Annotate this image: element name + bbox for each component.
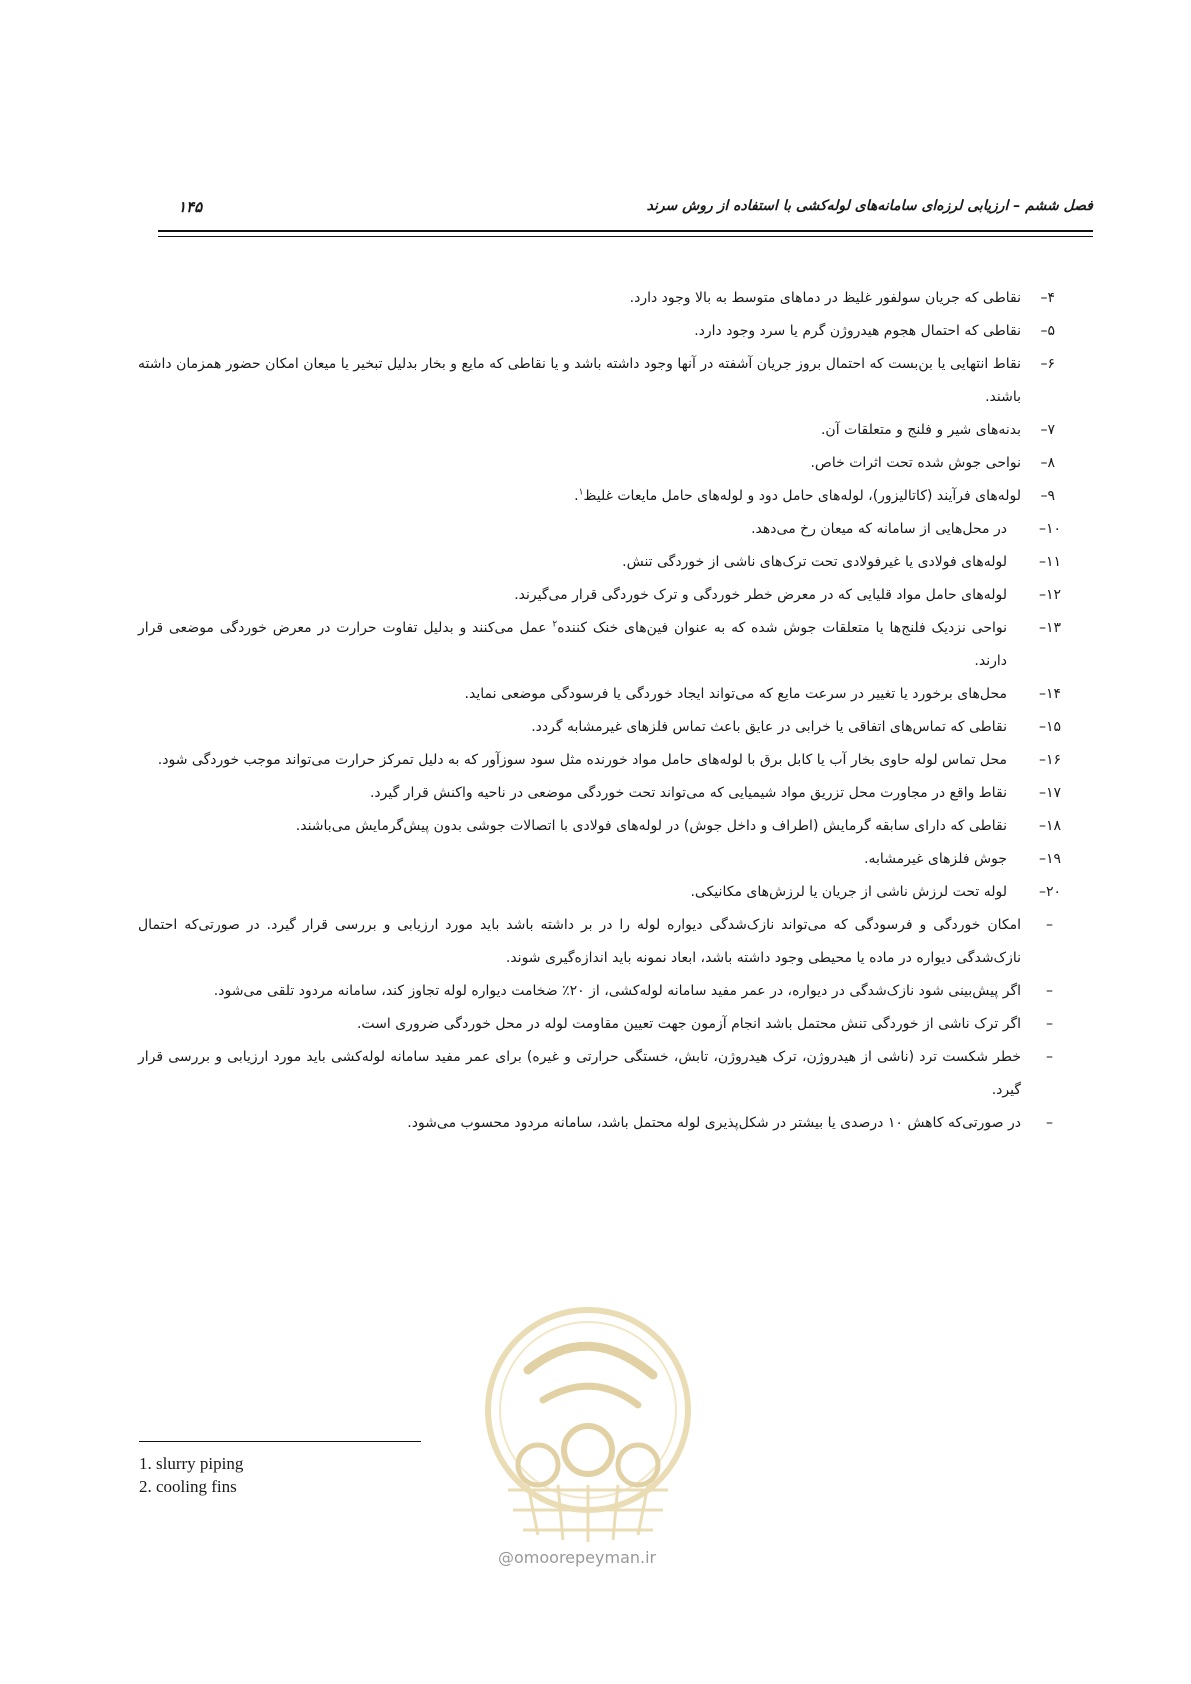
list-item <box>138 711 1061 744</box>
footnote-rule <box>139 1441 421 1442</box>
list-item <box>138 579 1061 612</box>
item-number: ۵– <box>1040 323 1055 339</box>
item-number: ۸– <box>1040 455 1055 471</box>
list-item <box>138 810 1061 843</box>
item-text: محل تماس لوله حاوی بخار آب یا کابل برق با لوله‌های حامل مواد خورنده مثل سود سوزآور که به دلیل تمرکز حرارت می‌تواند موجب خوردگی شود. <box>157 752 1007 768</box>
item-number: ۱۹– <box>1038 851 1061 867</box>
item-number: ۱۲– <box>1038 587 1061 603</box>
bullet-text: در صورتی‌که کاهش ۱۰ درصدی یا بیشتر در شکل‌پذیری لوله محتمل باشد، سامانه مردود محسوب می‌شود. <box>407 1115 1021 1131</box>
bullet-dash: – <box>1046 1115 1053 1131</box>
item-text: لوله‌های فولادی یا غیرفولادی تحت ترک‌های ناشی از خوردگی تنش. <box>622 554 1007 570</box>
item-text: نواحی جوش شده تحت اثرات خاص. <box>810 455 1021 471</box>
item-number: ۱۴– <box>1038 686 1061 702</box>
item-number: ۱۳– <box>1038 620 1061 636</box>
header-rule-thin <box>158 236 1093 237</box>
item-text: جوش فلزهای غیرمشابه. <box>864 851 1007 867</box>
list-item <box>138 447 1055 480</box>
item-number: ۱۱– <box>1038 554 1061 570</box>
item-number: ۱۰– <box>1038 521 1061 537</box>
list-item <box>138 843 1061 876</box>
item-number: ۱۵– <box>1038 719 1061 735</box>
list-item <box>138 480 1055 513</box>
item-number: ۷– <box>1040 422 1055 438</box>
item-text: نقاط واقع در مجاورت محل تزریق مواد شیمیایی که می‌تواند تحت خوردگی موضعی در ناحیه واکنش قرار گیرد. <box>369 785 1007 801</box>
item-text: لوله‌های حامل مواد قلیایی که در معرض خطر خوردگی و ترک خوردگی قرار می‌گیرند. <box>514 587 1007 603</box>
item-text: نقاطی که جریان سولفور غلیظ در دماهای متوسط به بالا وجود دارد. <box>629 290 1021 306</box>
item-text-tail: عمل می‌کنند و بدلیل تفاوت حرارت در معرض خوردگی موضعی قرار دارند. <box>138 620 1007 669</box>
list-item <box>138 348 1055 414</box>
bullet-text: خطر شکست ترد (ناشی از هیدروژن، ترک هیدروژن، تابش، خستگی حرارتی و غیره) برای عمر مفید سامانه لوله‌کشی باید مورد ارزیابی و بررسی قرار گیرد. <box>138 1049 1021 1098</box>
list-item <box>138 414 1055 447</box>
item-text: بدنه‌های شیر و فلنج و متعلقات آن. <box>820 422 1021 438</box>
watermark-url: @omoorepeyman.ir <box>498 1548 657 1567</box>
bullet-text: اگر پیش‌بینی شود نازک‌شدگی در دیواره، در عمر مفید سامانه لوله‌کشی، از ۲۰٪ ضخامت دیواره لوله تجاوز کند، سامانه مردود تلقی می‌شود. <box>213 983 1021 999</box>
chapter-title: فصل ششم – ارزیابی لرزه‌ای سامانه‌های لوله‌کشی با استفاده از روش سرند <box>646 198 1093 214</box>
bullet-item <box>138 1041 1055 1107</box>
watermark-logo <box>468 1300 708 1620</box>
item-text: لوله تحت لرزش ناشی از جریان یا لرزش‌های مکانیکی. <box>690 884 1007 900</box>
bullet-item <box>138 975 1055 1008</box>
item-number: ۱۸– <box>1038 818 1061 834</box>
bullet-dash: – <box>1046 917 1053 933</box>
item-number: ۴– <box>1040 290 1055 306</box>
item-number: ۹– <box>1040 488 1055 504</box>
footnotes <box>139 1452 243 1498</box>
list-item <box>138 546 1061 579</box>
list-item <box>138 678 1061 711</box>
list-item <box>138 282 1055 315</box>
page-number: ۱۴۵ <box>178 198 203 216</box>
item-text: نقاطی که احتمال هجوم هیدروژن گرم یا سرد وجود دارد. <box>694 323 1021 339</box>
item-number: ۱۶– <box>1038 752 1061 768</box>
bullet-item <box>138 1008 1055 1041</box>
bullet-text: اگر ترک ناشی از خوردگی تنش محتمل باشد انجام آزمون جهت تعیین مقاومت لوله در محل خوردگی ضروری است. <box>356 1016 1021 1032</box>
list-item <box>138 612 1061 678</box>
item-number: ۶– <box>1040 356 1055 372</box>
list-item <box>138 315 1055 348</box>
item-text-tail: . <box>574 488 579 504</box>
item-number: ۲۰– <box>1038 884 1061 900</box>
bullet-dash: – <box>1046 1049 1053 1065</box>
item-text: نقاطی که تماس‌های اتفاقی یا خرابی در عایق باعث تماس فلزهای غیرمشابه گردد. <box>531 719 1007 735</box>
bullet-item <box>138 1107 1055 1140</box>
footnote-ref: ۲ <box>552 619 558 630</box>
main-content <box>138 282 1061 1140</box>
bullet-item <box>138 909 1055 975</box>
footnote-item: 2. cooling fins <box>139 1477 237 1496</box>
list-item <box>138 744 1061 777</box>
list-item <box>138 876 1061 909</box>
header-rule-thick <box>158 230 1093 232</box>
item-text: لوله‌های فرآیند (کاتالیزور)، لوله‌های حامل دود و لوله‌های حامل مایعات غلیظ <box>583 488 1021 504</box>
page-header <box>158 192 1093 222</box>
item-number: ۱۷– <box>1038 785 1061 801</box>
item-text: محل‌های برخورد یا تغییر در سرعت مایع که می‌تواند ایجاد خوردگی یا فرسودگی موضعی نماید. <box>464 686 1007 702</box>
footnote-ref: ۱ <box>578 487 584 498</box>
bullet-text: امکان خوردگی و فرسودگی که می‌تواند نازک‌شدگی دیواره لوله را در بر داشته باشد باید مورد ارزیابی و بررسی قرار گیرد. در صورتی‌که احتمال نازک‌شدگی دیواره در ماده یا محیطی وجود داشته باشد، ابعاد نمونه باید اندازه‌گیری شوند. <box>138 917 1021 966</box>
item-text: در محل‌هایی از سامانه که میعان رخ می‌دهد. <box>751 521 1007 537</box>
list-item <box>138 513 1061 546</box>
list-item <box>138 777 1061 810</box>
footnote-item: 1. slurry piping <box>139 1454 244 1473</box>
bullet-dash: – <box>1046 1016 1053 1032</box>
item-text: نقاط انتهایی یا بن‌بست که احتمال بروز جریان آشفته در آنها وجود داشته باشد و یا نقاطی که مایع و بخار بدلیل تبخیر یا میعان امکان حضور همزمان داشته باشند. <box>138 356 1021 405</box>
bullet-dash: – <box>1046 983 1053 999</box>
item-text: نواحی نزدیک فلنج‌ها یا متعلقات جوش شده که به عنوان فین‌های خنک کننده <box>557 620 1007 636</box>
item-text: نقاطی که دارای سابقه گرمایش (اطراف و داخل جوش) در لوله‌های فولادی با اتصالات جوشی بدون پیش‌گرمایش می‌باشند. <box>295 818 1007 834</box>
